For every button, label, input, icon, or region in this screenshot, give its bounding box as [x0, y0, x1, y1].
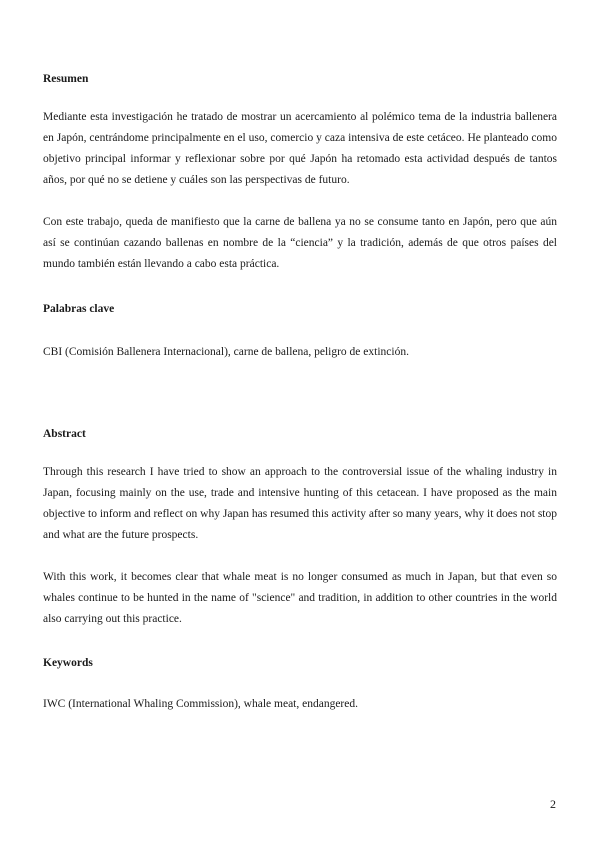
page-number: 2 — [550, 797, 556, 811]
keywords-heading: Keywords — [43, 657, 93, 669]
abstract-paragraph-1: Through this research I have tried to show an approach to the controversial issue of the whaling industry in Japan, focusing mainly on the use, trade and intensive hunting of this cetacean. I have proposed as the main objective to inform and reflect on why Japan has resumed this activity after so many years, why it does not stop and what are the future prospects. — [43, 466, 557, 541]
resumen-paragraph-1: Mediante esta investigación he tratado de mostrar un acercamiento al polémico tema de la industria ballenera en Japón, centrándome principalmente en el uso, comercio y caza intensiva de este cetáceo. He planteado como objetivo principal informar y reflexionar sobre por qué Japón ha retomado esta actividad después de tantos años, por qué no se detiene y cuáles son las perspectivas de futuro. — [43, 111, 557, 186]
palabras-clave-heading: Palabras clave — [43, 303, 115, 315]
resumen-heading: Resumen — [43, 73, 89, 85]
keywords-text: IWC (International Whaling Commission), whale meat, endangered. — [43, 698, 358, 710]
abstract-heading: Abstract — [43, 428, 86, 440]
abstract-paragraph-2: With this work, it becomes clear that whale meat is no longer consumed as much in Japan, but that even so whales continue to be hunted in the name of "science" and tradition, in addition to other countries in the world also carrying out this practice. — [43, 571, 557, 625]
palabras-clave-text: CBI (Comisión Ballenera Internacional), carne de ballena, peligro de extinción. — [43, 346, 409, 358]
resumen-paragraph-2: Con este trabajo, queda de manifiesto que la carne de ballena ya no se consume tanto en Japón, pero que aún así se continúan cazando ballenas en nombre de la “ciencia” y la tradición, además de que otros países del mundo también están llevando a cabo esta práctica. — [43, 216, 557, 270]
